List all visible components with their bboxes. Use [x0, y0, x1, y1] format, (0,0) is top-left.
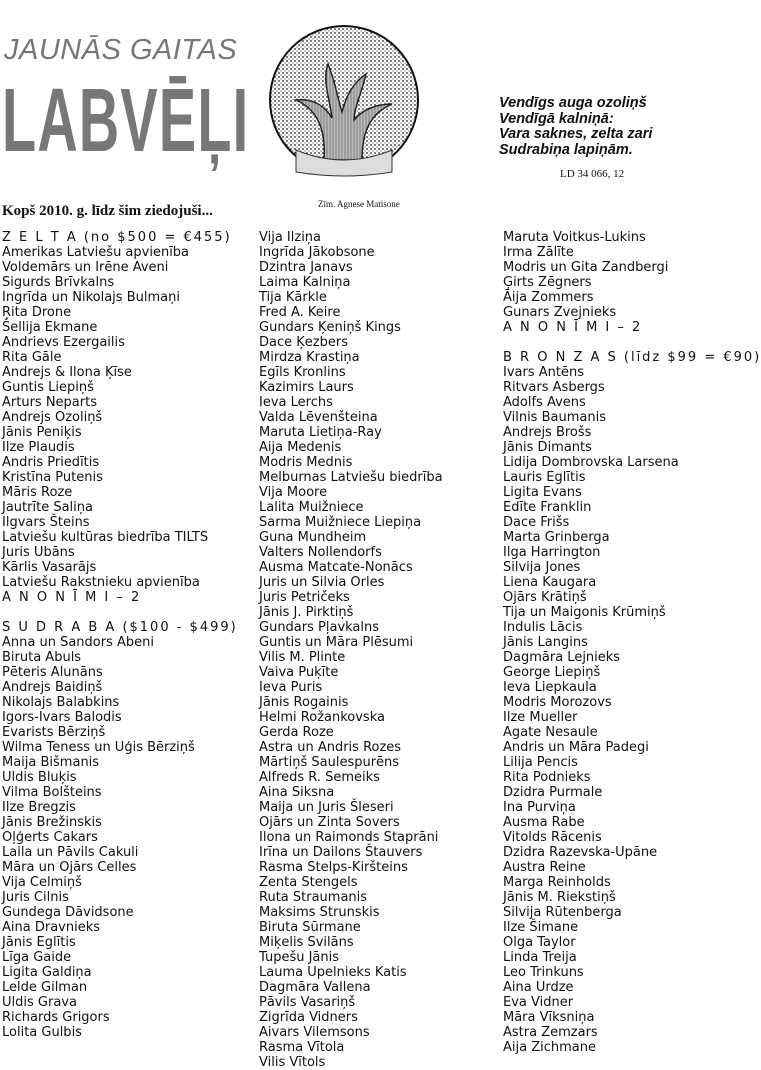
donor-name: Voldemārs un Irēne Aveni — [2, 260, 169, 275]
donor-name: Valters Nollendorfs — [259, 545, 382, 560]
donor-name: Amerikas Latviešu apvienība — [2, 245, 190, 260]
donor-name: Rasma Vītola — [259, 1040, 345, 1055]
donor-name: Vilis Vītols — [259, 1055, 326, 1070]
donor-name: Lelde Gilman — [2, 980, 88, 995]
donor-name: Ruta Straumanis — [259, 890, 368, 905]
donor-name: Anna un Sandors Abeni — [2, 635, 154, 650]
poem-line: Vara saknes, zelta zari — [499, 126, 653, 142]
donor-name: Valda Lēvenšteina — [259, 410, 378, 425]
donor-name: Vaiva Puķīte — [259, 665, 339, 680]
donor-name: Dagmāra Vallena — [259, 980, 371, 995]
donor-name: Astra un Andris Rozes — [259, 740, 402, 755]
donor-name: Dzintra Janavs — [259, 260, 353, 275]
donor-name: Dace Ķezbers — [259, 335, 348, 350]
donor-name: Andrievs Ezergailis — [2, 335, 125, 350]
donor-name: Zigrīda Vidners — [259, 1010, 358, 1025]
donor-name: Ŗita Drone — [2, 305, 72, 320]
donor-name: Maruta Voitkus-Lukins — [503, 230, 646, 245]
donor-name: Vilis M. Plinte — [259, 650, 346, 665]
donor-name: Arturs Neparts — [2, 395, 97, 410]
page-title: LABVĒĻI — [2, 71, 250, 171]
donor-name: Jānis Peniķis — [2, 425, 82, 440]
donor-name: Ritvars Asbergs — [503, 380, 605, 395]
donor-name: Silvija Jones — [503, 560, 581, 575]
donor-name: Laima Kalniņa — [259, 275, 351, 290]
donor-name: Linda Treija — [503, 950, 577, 965]
section-spacer — [503, 335, 761, 350]
donor-name: Lauma Upelnieks Katis — [259, 965, 407, 980]
donor-name: Ligita Galdiņa — [2, 965, 92, 980]
donor-name: Irma Zālīte — [503, 245, 574, 260]
donor-name: Ģirts Zēgners — [503, 275, 592, 290]
illustration-caption: Zīm. Agnese Matisone — [318, 199, 400, 209]
donor-name: Vitolds Rācenis — [503, 830, 602, 845]
donor-name: Latviešu kultūras biedrība TILTS — [2, 530, 209, 545]
donor-name: Gundars Pļavkalns — [259, 620, 380, 635]
donor-name: Ojārs un Zinta Sovers — [259, 815, 400, 830]
donor-name: Laila un Pāvils Cakuli — [2, 845, 139, 860]
donor-name: George Liepiņš — [503, 665, 601, 680]
donor-name: Lilija Pencis — [503, 755, 578, 770]
donor-name: Lidija Dombrovska Larsena — [503, 455, 679, 470]
donor-name: Gerda Roze — [259, 725, 334, 740]
donor-name: Mirdza Krastiņa — [259, 350, 360, 365]
donor-name: Andrejs & Ilona Ķīse — [2, 365, 132, 380]
donor-name: Jānis Brežinskis — [2, 815, 102, 830]
donor-name: Aija Zichmane — [503, 1040, 596, 1055]
donor-name: Modris Morozovs — [503, 695, 612, 710]
donor-column-2 — [259, 230, 443, 1070]
donor-name: Egīls Kronlins — [259, 365, 346, 380]
donor-name: Maksims Strunskis — [259, 905, 380, 920]
donor-name: Tija un Maigonis Krūmiņš — [503, 605, 666, 620]
donor-name: Maija Bišmanis — [2, 755, 100, 770]
donor-name: Sigurds Brīvkalns — [2, 275, 115, 290]
donor-name: Jānis J. Pirktiņš — [259, 605, 354, 620]
donor-name: Guntis un Māra Plēsumi — [259, 635, 414, 650]
donor-name: Rita Podnieks — [503, 770, 591, 785]
donor-name: Gundars Ķeniņš Kings — [259, 320, 401, 335]
donor-name: Vija Ilziņa — [259, 230, 322, 245]
donor-name: Igors-Ivars Balodis — [2, 710, 122, 725]
donor-name: Lalita Muižniece — [259, 500, 364, 515]
donor-name: Adolfs Avens — [503, 395, 586, 410]
donor-name: Vilnis Baumanis — [503, 410, 606, 425]
donor-name: Eva Vidner — [503, 995, 574, 1010]
donor-name: Ieva Lerchs — [259, 395, 333, 410]
section-heading: A N O N Ī M I – 2 — [503, 320, 643, 335]
donor-name: Kazimirs Laurs — [259, 380, 354, 395]
donor-name: Kārlis Vasarājs — [2, 560, 97, 575]
donor-name: Dzidra Purmale — [503, 785, 603, 800]
since-line: Kopš 2010. g. līdz šim ziedojuši... — [2, 203, 213, 219]
donor-name: Evarists Bērziņš — [2, 725, 106, 740]
donor-name: Māra un Ojārs Celles — [2, 860, 137, 875]
donor-name: Leo Trinkuns — [503, 965, 584, 980]
donor-name: Juris Ubāns — [2, 545, 75, 560]
donor-name: Andrejs Baidiņš — [2, 680, 103, 695]
magazine-name: JAUNĀS GAITAS — [4, 34, 238, 66]
donor-name: Tupešu Jānis — [259, 950, 340, 965]
section-heading: S U D R A B A ($100 - $499) — [2, 620, 238, 635]
donor-name: Astra Zemzars — [503, 1025, 598, 1040]
section-spacer — [2, 605, 238, 620]
donor-name: Maija un Juris Šleseri — [259, 800, 394, 815]
donor-name: Richards Grigors — [2, 1010, 110, 1025]
donor-name: Vilma Bolšteins — [2, 785, 102, 800]
section-heading: A N O N Ī M I – 2 — [2, 590, 142, 605]
donor-name: Uldis Bluķis — [2, 770, 77, 785]
donor-column-3 — [503, 230, 761, 1055]
poem-line: Vendīgā kalniņā: — [499, 110, 614, 127]
donor-name: Jānis Langins — [503, 635, 588, 650]
donor-name: Marta Grinberga — [503, 530, 610, 545]
donor-name: Biruta Sūrmane — [259, 920, 361, 935]
donor-name: Ausma Rabe — [503, 815, 585, 830]
donor-name: Juris Petričeks — [259, 590, 350, 605]
donor-name: Līga Gaide — [2, 950, 72, 965]
donor-name: Melburnas Latviešu biedrība — [259, 470, 443, 485]
donor-name: Ina Purviņa — [503, 800, 576, 815]
donor-name: Miķelis Svilāns — [259, 935, 354, 950]
donor-name: Juris un Silvia Orles — [259, 575, 385, 590]
donor-name: Āija Zommers — [503, 290, 594, 305]
donor-name: Andrejs Brošs — [503, 425, 592, 440]
donor-name: Ingrīda un Nikolajs Bulmaņi — [2, 290, 180, 305]
donor-name: Māra Vīksniņa — [503, 1010, 595, 1025]
poem-line: Sudrabiņa lapiņām. — [499, 141, 633, 158]
donor-name: Sarma Muižniece Liepiņa — [259, 515, 422, 530]
donor-name: Oļģerts Cakars — [2, 830, 98, 845]
donor-name: Ilze Šimane — [503, 920, 579, 935]
donor-name: Kristīna Putenis — [2, 470, 103, 485]
donor-name: Mārtiņš Saulespurēns — [259, 755, 400, 770]
donor-name: Lolita Gulbis — [2, 1025, 82, 1040]
donor-name: Andrejs Ozoliņš — [2, 410, 103, 425]
donor-name: Andris un Māra Padegi — [503, 740, 649, 755]
folk-song-reference: LD 34 066, 12 — [560, 168, 625, 180]
donor-name: Jautrīte Saliņa — [2, 500, 93, 515]
donor-name: Aija Medenis — [259, 440, 342, 455]
donor-name: Irīna un Dailons Štauvers — [259, 845, 423, 860]
donor-name: Gunars Zvejnieks — [503, 305, 617, 320]
donor-name: Ilgvars Šteins — [2, 515, 90, 530]
donor-name: Tija Kārkle — [259, 290, 327, 305]
donor-name: Dzidra Razevska-Upāne — [503, 845, 658, 860]
donor-name: Vija Celmiņš — [2, 875, 82, 890]
donor-name: Wilma Teness un Uģis Bērziņš — [2, 740, 195, 755]
donor-name: Austra Reine — [503, 860, 586, 875]
section-heading: Z E L T A (no $500 = €455) — [2, 230, 232, 245]
section-heading: B R O N Z A S (līdz $99 = €90) — [503, 350, 761, 365]
donor-name: Marga Reinholds — [503, 875, 611, 890]
donor-name: Pāvils Vasariņš — [259, 995, 356, 1010]
donor-name: Rasma Stelps-Kiršteins — [259, 860, 408, 875]
oak-tree-illustration — [266, 0, 422, 200]
donor-name: Edīte Franklin — [503, 500, 592, 515]
donor-name: Lauris Eglītis — [503, 470, 586, 485]
donor-name: Guntis Liepiņš — [2, 380, 94, 395]
donor-name: Modris un Gita Zandbergi — [503, 260, 669, 275]
donor-name: Ilze Plaudis — [2, 440, 75, 455]
donor-name: Ilona un Raimonds Staprāni — [259, 830, 439, 845]
donor-name: Helmi Rožankovska — [259, 710, 385, 725]
donor-name: Ligita Evans — [503, 485, 582, 500]
donor-name: Modris Mednis — [259, 455, 353, 470]
donor-name: Silvija Rūtenberga — [503, 905, 622, 920]
donor-name: Ausma Matcate-Nonācs — [259, 560, 413, 575]
donor-name: Jānis M. Riekstiņš — [503, 890, 616, 905]
donor-name: Ieva Puris — [259, 680, 323, 695]
donor-name: Jānis Dimants — [503, 440, 592, 455]
donor-name: Aina Dravnieks — [2, 920, 101, 935]
donor-name: Liena Kaugara — [503, 575, 597, 590]
donor-name: Ojārs Krātiņš — [503, 590, 587, 605]
donor-column-1 — [2, 230, 238, 1040]
donor-name: Fred A. Keire — [259, 305, 341, 320]
donor-name: Guna Mundheim — [259, 530, 367, 545]
donor-name: Biruta Abuls — [2, 650, 82, 665]
donor-name: Ilze Mueller — [503, 710, 578, 725]
donor-name: Latviešu Rakstnieku apvienība — [2, 575, 200, 590]
donor-name: Pēteris Alunāns — [2, 665, 103, 680]
donor-name: Dagmāra Lejnieks — [503, 650, 621, 665]
donor-name: Ivars Antēns — [503, 365, 584, 380]
donor-name: Maruta Lietiņa-Ray — [259, 425, 382, 440]
donor-name: Aivars Vilemsons — [259, 1025, 370, 1040]
donor-name: Ingrīda Jākobsone — [259, 245, 375, 260]
donor-name: Aina Siksna — [259, 785, 335, 800]
poem — [499, 96, 652, 158]
donor-name: Gundega Dāvidsone — [2, 905, 134, 920]
donor-name: Olga Taylor — [503, 935, 576, 950]
donor-name: Ilga Harrington — [503, 545, 601, 560]
donor-name: Andris Priedītis — [2, 455, 100, 470]
donor-name: Šellija Ekmane — [2, 320, 98, 335]
donor-name: Ilze Bregzis — [2, 800, 76, 815]
donor-name: Alfreds R. Semeiks — [259, 770, 380, 785]
donor-name: Ieva Liepkaula — [503, 680, 597, 695]
donor-name: Juris Cilnis — [2, 890, 69, 905]
donor-name: Dace Frišs — [503, 515, 570, 530]
donor-name: Māris Roze — [2, 485, 73, 500]
donor-name: Aina Urdze — [503, 980, 574, 995]
donor-name: Jānis Rogainis — [259, 695, 349, 710]
poem-line: Vendīgs auga ozoliņš — [499, 95, 647, 111]
donor-name: Jānis Eglītis — [2, 935, 76, 950]
donor-name: Nikolajs Balabkins — [2, 695, 120, 710]
donor-name: Rita Gāle — [2, 350, 62, 365]
donor-name: Indulis Lācis — [503, 620, 583, 635]
donor-name: Vija Moore — [259, 485, 328, 500]
donor-name: Agate Nesaule — [503, 725, 598, 740]
donor-name: Uldis Grava — [2, 995, 77, 1010]
donor-name: Zenta Stengels — [259, 875, 358, 890]
